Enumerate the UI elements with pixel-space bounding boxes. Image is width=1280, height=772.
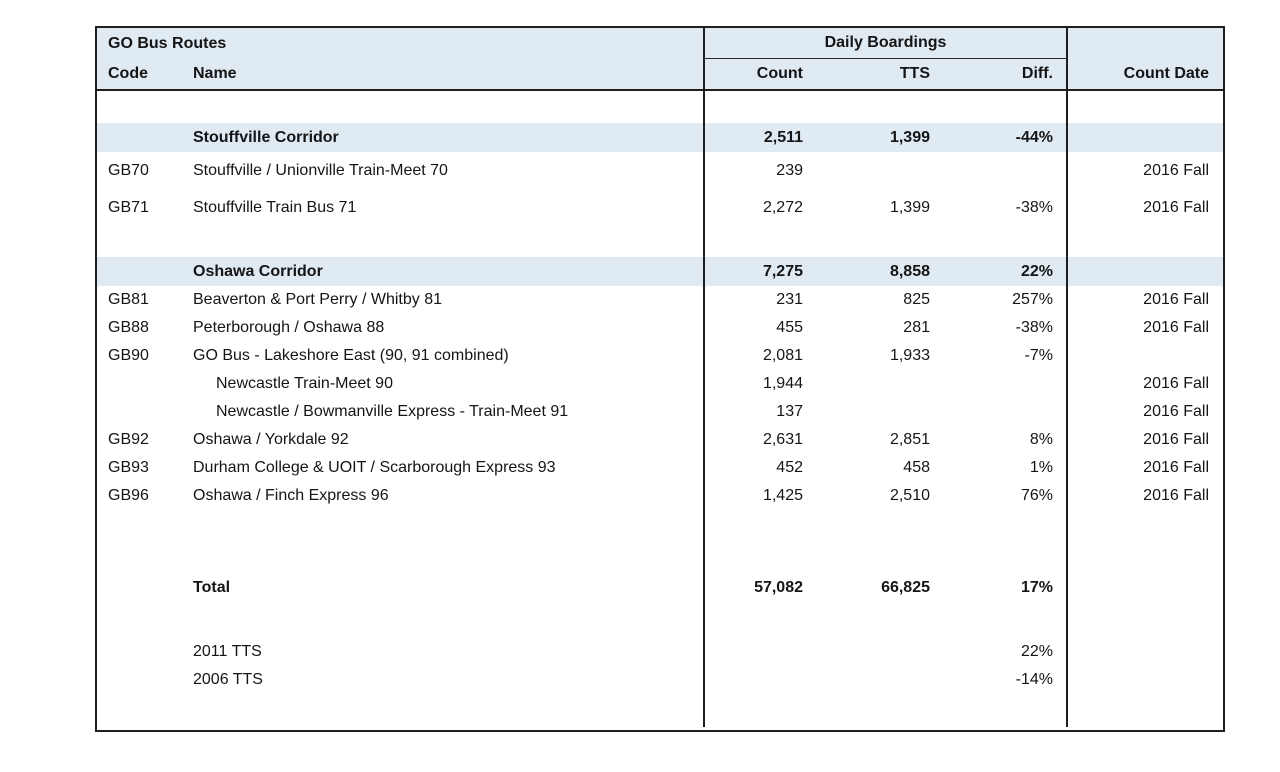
- route-name-cell: [190, 694, 705, 727]
- count-date-cell: [1068, 694, 1223, 727]
- count-cell: [705, 226, 811, 257]
- table-row: [97, 638, 1223, 666]
- route-name-cell: Stouffville Corridor: [190, 123, 705, 152]
- diff-cell: -7%: [936, 342, 1068, 370]
- count-date-header: Count Date: [1123, 65, 1209, 82]
- route-code-cell: [97, 257, 190, 286]
- table-row: [97, 226, 1223, 257]
- table-row: [97, 152, 1223, 189]
- count-cell: [705, 694, 811, 727]
- count-cell: 455: [776, 319, 803, 336]
- diff-cell: 8%: [936, 426, 1068, 454]
- route-name-cell: 2011 TTS: [190, 638, 705, 666]
- table-row: [97, 370, 1223, 398]
- count-cell: 137: [776, 403, 803, 420]
- table-row: [97, 666, 1223, 694]
- code-column-header: Code: [108, 65, 148, 82]
- count-date-cell: [1068, 91, 1223, 123]
- route-code-cell: [97, 226, 190, 257]
- route-name-cell: GO Bus - Lakeshore East (90, 91 combined): [190, 342, 705, 370]
- count-cell: 231: [776, 291, 803, 308]
- count-cell: 2,511: [763, 128, 803, 146]
- tts-cell: [811, 638, 936, 666]
- go-bus-routes-table: [95, 26, 1225, 732]
- route-code-cell: [97, 370, 190, 398]
- count-cell: 1,944: [762, 375, 803, 392]
- count-date-cell: 2016 Fall: [1143, 459, 1209, 476]
- diff-cell: 1%: [936, 454, 1068, 482]
- count-date-cell: [1068, 606, 1223, 638]
- tts-cell: [811, 91, 936, 123]
- tts-cell: 1,399: [889, 128, 930, 146]
- count-cell: [705, 91, 811, 123]
- tts-cell: 2,851: [889, 431, 930, 448]
- count-date-cell: [1068, 666, 1223, 694]
- tts-cell: [811, 398, 936, 426]
- count-cell: 452: [776, 459, 803, 476]
- table-row: [97, 123, 1223, 152]
- route-code-cell: [97, 123, 190, 152]
- diff-cell: [936, 510, 1068, 570]
- diff-cell: [936, 398, 1068, 426]
- count-date-cell: [1068, 570, 1223, 606]
- count-date-cell: 2016 Fall: [1143, 319, 1209, 336]
- tts-column-header: TTS: [899, 65, 930, 82]
- route-code-cell: GB90: [108, 347, 149, 364]
- count-cell: [705, 666, 811, 694]
- route-code-cell: GB92: [108, 431, 149, 448]
- table-header: [97, 28, 1223, 91]
- tts-cell: 8,858: [889, 262, 930, 280]
- diff-cell: [936, 226, 1068, 257]
- diff-cell: [936, 694, 1068, 727]
- tts-cell: [811, 370, 936, 398]
- tts-cell: [811, 666, 936, 694]
- tts-cell: [811, 510, 936, 570]
- table-row: [97, 510, 1223, 570]
- route-name-cell: [190, 510, 705, 570]
- diff-cell: -38%: [936, 314, 1068, 342]
- route-name-cell: Newcastle / Bowmanville Express - Train-Meet 91: [190, 398, 705, 426]
- route-code-cell: GB96: [108, 487, 149, 504]
- table-title: GO Bus Routes: [97, 28, 705, 59]
- diff-cell: -14%: [936, 666, 1068, 694]
- count-cell: 2,081: [762, 347, 803, 364]
- route-code-cell: GB93: [108, 459, 149, 476]
- diff-cell: 17%: [936, 570, 1068, 606]
- table-row: [97, 694, 1223, 727]
- count-date-cell: [1068, 257, 1223, 286]
- route-code-cell: [97, 606, 190, 638]
- route-code-cell: GB70: [108, 161, 149, 179]
- count-date-cell: 2016 Fall: [1143, 375, 1209, 392]
- count-cell: 57,082: [754, 579, 803, 596]
- route-name-cell: [190, 606, 705, 638]
- table-row: [97, 482, 1223, 510]
- count-cell: 1,425: [762, 487, 803, 504]
- route-code-cell: GB71: [108, 198, 149, 216]
- count-date-cell: 2016 Fall: [1143, 487, 1209, 504]
- count-date-cell: [1068, 638, 1223, 666]
- diff-cell: 76%: [936, 482, 1068, 510]
- tts-cell: [811, 226, 936, 257]
- route-code-cell: [97, 91, 190, 123]
- count-date-cell: 2016 Fall: [1143, 403, 1209, 420]
- table-row: [97, 314, 1223, 342]
- count-cell: [705, 638, 811, 666]
- diff-cell: 22%: [936, 257, 1068, 286]
- count-cell: 2,272: [762, 198, 803, 216]
- route-code-cell: GB88: [108, 319, 149, 336]
- count-date-cell: 2016 Fall: [1143, 431, 1209, 448]
- tts-cell: 1,933: [889, 347, 930, 364]
- table-body: [97, 91, 1223, 727]
- daily-boardings-header: Daily Boardings: [705, 28, 1068, 59]
- tts-cell: [811, 694, 936, 727]
- route-name-cell: Newcastle Train-Meet 90: [190, 370, 705, 398]
- table-row: [97, 398, 1223, 426]
- table-row: [97, 286, 1223, 314]
- route-name-cell: Peterborough / Oshawa 88: [190, 314, 705, 342]
- route-code-cell: [97, 510, 190, 570]
- count-cell: 7,275: [762, 262, 803, 280]
- route-name-cell: Beaverton & Port Perry / Whitby 81: [190, 286, 705, 314]
- count-column-header: Count: [756, 65, 803, 82]
- tts-cell: [811, 152, 936, 189]
- count-cell: 239: [776, 161, 803, 179]
- count-date-cell: [1068, 226, 1223, 257]
- diff-cell: [936, 370, 1068, 398]
- diff-cell: [936, 152, 1068, 189]
- route-name-cell: [190, 91, 705, 123]
- tts-cell: 281: [903, 319, 930, 336]
- count-cell: 2,631: [762, 431, 803, 448]
- route-name-cell: Oshawa / Yorkdale 92: [190, 426, 705, 454]
- tts-cell: 458: [903, 459, 930, 476]
- route-code-cell: [97, 570, 190, 606]
- tts-cell: 1,399: [889, 198, 930, 216]
- route-name-cell: Durham College & UOIT / Scarborough Express 93: [190, 454, 705, 482]
- table-row: [97, 454, 1223, 482]
- diff-cell: -44%: [936, 123, 1068, 152]
- route-name-cell: Total: [190, 570, 705, 606]
- route-name-cell: Oshawa / Finch Express 96: [190, 482, 705, 510]
- diff-cell: 22%: [936, 638, 1068, 666]
- route-name-cell: Stouffville / Unionville Train-Meet 70: [190, 152, 705, 189]
- tts-cell: 66,825: [881, 579, 930, 596]
- table-row: [97, 606, 1223, 638]
- tts-cell: 825: [903, 291, 930, 308]
- diff-cell: [936, 91, 1068, 123]
- count-cell: [705, 510, 811, 570]
- count-date-cell: [1068, 123, 1223, 152]
- route-code-cell: [97, 694, 190, 727]
- diff-cell: -38%: [936, 189, 1068, 226]
- count-date-cell: 2016 Fall: [1143, 198, 1209, 216]
- route-code-cell: [97, 638, 190, 666]
- route-name-cell: [190, 226, 705, 257]
- table-row: [97, 189, 1223, 226]
- count-date-cell: 2016 Fall: [1143, 161, 1209, 179]
- route-code-cell: GB81: [108, 291, 149, 308]
- diff-column-header: Diff.: [936, 59, 1068, 89]
- table-row: [97, 426, 1223, 454]
- table-row: [97, 91, 1223, 123]
- count-date-cell: 2016 Fall: [1143, 291, 1209, 308]
- route-name-cell: Oshawa Corridor: [190, 257, 705, 286]
- table-row: [97, 570, 1223, 606]
- diff-cell: 257%: [936, 286, 1068, 314]
- table-row: [97, 257, 1223, 286]
- route-name-cell: Stouffville Train Bus 71: [190, 189, 705, 226]
- route-name-cell: 2006 TTS: [190, 666, 705, 694]
- tts-cell: [811, 606, 936, 638]
- tts-cell: 2,510: [889, 487, 930, 504]
- table-row: [97, 342, 1223, 370]
- count-cell: [705, 606, 811, 638]
- diff-cell: [936, 606, 1068, 638]
- route-code-cell: [97, 666, 190, 694]
- route-code-cell: [97, 398, 190, 426]
- count-date-cell: [1068, 342, 1223, 370]
- name-column-header: Name: [190, 59, 705, 89]
- count-date-cell: [1068, 510, 1223, 570]
